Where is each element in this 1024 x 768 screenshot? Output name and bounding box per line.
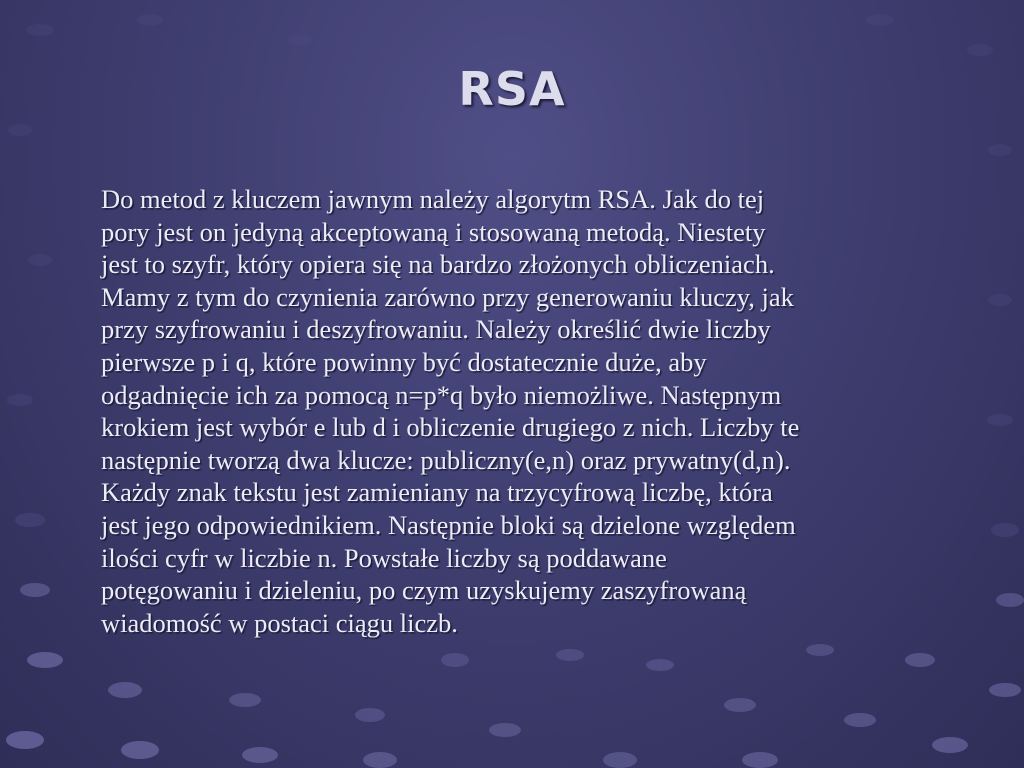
body-line: wiadomość w postaci ciągu liczb. [101, 607, 458, 638]
body-line: potęgowaniu i dzieleniu, po czym uzyskujemy zaszyfrowaną [101, 575, 747, 606]
body-line: krokiem jest wybór e lub d i obliczenie drugiego z nich. Liczby te [101, 412, 800, 443]
body-line: przy szyfrowaniu i deszyfrowaniu. Należy określić dwie liczby [101, 314, 771, 345]
body-line: odgadnięcie ich za pomocą n=p*q było niemożliwe. Następnym [101, 379, 782, 410]
slide-body-text [101, 183, 981, 639]
body-line: Mamy z tym do czynienia zarówno przy generowaniu kluczy, jak [101, 281, 794, 312]
body-line: pory jest on jedyną akceptowaną i stosowaną metodą. Niestety [101, 216, 766, 247]
body-line: Każdy znak tekstu jest zamieniany na trzycyfrową liczbę, która [101, 477, 773, 508]
body-line: następnie tworzą dwa klucze: publiczny(e,n) oraz prywatny(d,n). [101, 444, 791, 475]
body-line: jest to szyfr, który opiera się na bardzo złożonych obliczeniach. [101, 249, 775, 280]
body-line: jest jego odpowiednikiem. Następnie bloki są dzielone względem [101, 509, 796, 540]
slide-title: RSA [458, 62, 566, 116]
body-line: pierwsze p i q, które powinny być dostatecznie duże, aby [101, 346, 707, 377]
body-line: Do metod z kluczem jawnym należy algorytm RSA. Jak do tej [101, 184, 765, 214]
body-line: ilości cyfr w liczbie n. Powstałe liczby są poddawane [101, 542, 667, 573]
